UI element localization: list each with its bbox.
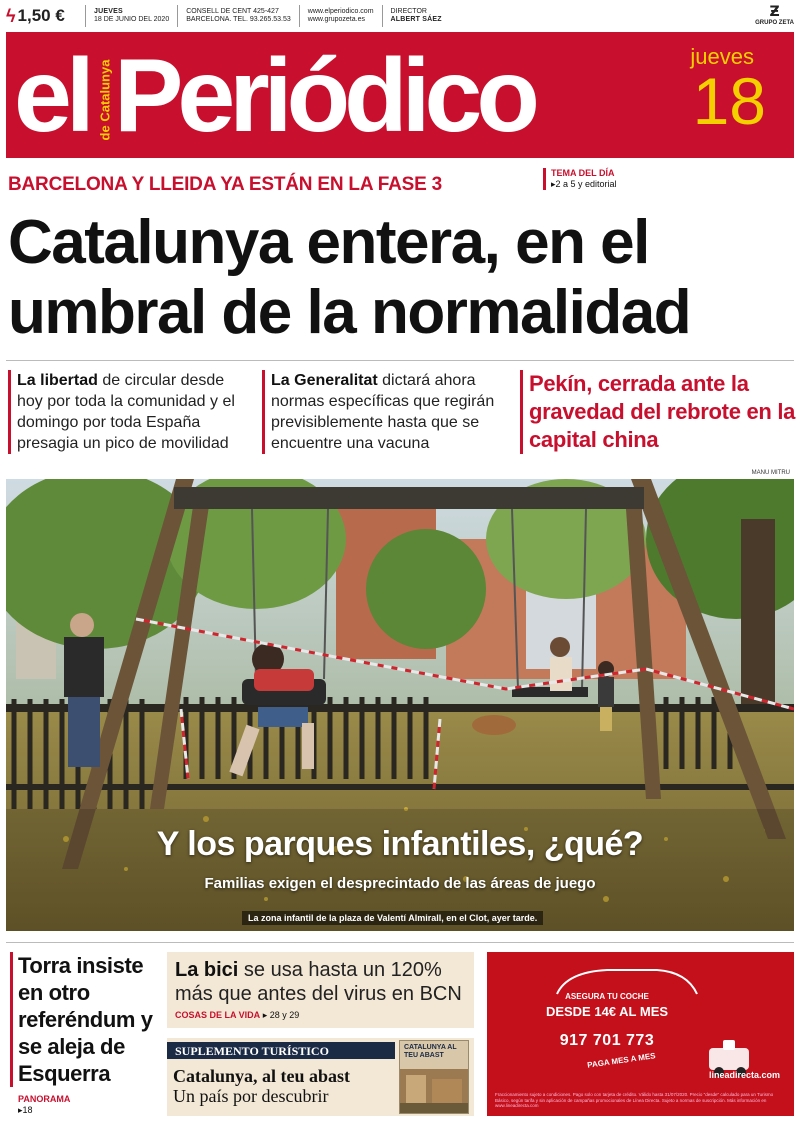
supplement-cover-title: CATALUNYA AL TEU ABAST xyxy=(404,1044,457,1059)
tema-label: TEMA DEL DÍA xyxy=(551,168,615,178)
supplement-label: SUPLEMENTO TURÍSTICO xyxy=(167,1042,395,1059)
torra-section: PANORAMA xyxy=(18,1094,71,1104)
torra-page[interactable]: ▸18 xyxy=(18,1105,33,1115)
bici-lead: La bici xyxy=(175,959,239,981)
masthead-name: Periódico xyxy=(114,38,534,154)
column-3-headline[interactable]: Pekín, cerrada ante la gravedad del rebrote en la capital china xyxy=(520,370,796,454)
tema-pages[interactable]: ▸2 a 5 y editorial xyxy=(551,179,617,189)
ad-phone[interactable]: 917 701 773 xyxy=(559,1032,655,1049)
price: 1,50 € xyxy=(17,6,65,25)
address-line-2: BARCELONA. TEL. 93.265.53.53 xyxy=(186,16,291,23)
column-2-lead: La Generalitat xyxy=(271,372,378,389)
supplement-title: Catalunya, al teu abast xyxy=(173,1066,351,1086)
masthead-day-number: 18 xyxy=(692,64,766,138)
web-link-1[interactable]: www.elperiodico.com xyxy=(307,8,374,15)
day-label: JUEVES xyxy=(94,8,123,15)
address-line-1: CONSELL DE CENT 425-427 xyxy=(186,8,279,15)
photo-subtitle: Familias exigen el desprecintado de las áreas de juego xyxy=(204,875,596,892)
address-info xyxy=(178,5,300,27)
photo-title[interactable]: Y los parques infantiles, ¿qué? xyxy=(156,825,644,863)
photo-caption: La zona infantil de la plaza de Valentí Almirall, en el Clot, ayer tarde. xyxy=(242,911,543,925)
ad-line-1: ASEGURA TU COCHE xyxy=(565,992,649,1001)
supplement-cover-thumbnail[interactable] xyxy=(399,1040,469,1114)
ad-fine-print: Fraccionamiento sujeto a condiciones. Pago solo con tarjeta de crédito. Válido hasta 31/07/2020. Precio "desde" calculado para un Turismo Básico, según tarifa y sin aplicación de campañas promocionales de Línea Directa. Sujeto a normas de suscripción. Más información en www.lineadirecta.com xyxy=(495,1092,774,1108)
bici-section: COSAS DE LA VIDA xyxy=(175,1010,261,1020)
column-1[interactable] xyxy=(8,370,254,454)
torra-meta xyxy=(18,1094,70,1116)
column-1-lead: La libertad xyxy=(17,372,98,389)
divider xyxy=(6,942,794,943)
zeta-icon: Ƶ xyxy=(769,4,780,20)
director-info xyxy=(383,5,450,27)
director-name: ALBERT SÁEZ xyxy=(390,16,442,23)
bici-pages[interactable]: ▸ 28 y 29 xyxy=(262,1010,300,1020)
masthead-weekday: jueves xyxy=(690,44,754,69)
column-2[interactable] xyxy=(262,370,506,454)
masthead-edition: de Catalunya xyxy=(97,59,113,141)
price-box xyxy=(6,5,86,27)
lead-kicker: BARCELONA Y LLEIDA YA ESTÁN EN LA FASE 3 xyxy=(8,174,443,195)
director-label: DIRECTOR xyxy=(390,8,427,15)
ad-stamp: PAGA MES A MES xyxy=(586,1051,657,1070)
supplement-teaser[interactable] xyxy=(167,1038,474,1116)
lightning-icon: ϟ xyxy=(6,6,16,26)
divider xyxy=(6,360,794,361)
tema-del-dia xyxy=(543,168,617,190)
ad-brand[interactable]: lineadirecta.com xyxy=(708,1070,780,1080)
ad-line-2: DESDE 14€ AL MES xyxy=(545,1004,669,1019)
web-link-2[interactable]: www.grupozeta.es xyxy=(307,16,365,23)
main-headline[interactable]: Catalunya entera, en el umbral de la normalidad xyxy=(8,208,691,347)
torra-headline[interactable]: Torra insiste en otro referéndum y se aleja de Esquerra xyxy=(10,952,160,1087)
bici-text xyxy=(175,958,466,1006)
advertisement[interactable] xyxy=(487,952,794,1116)
supplement-subtitle: Un país por descubrir xyxy=(173,1086,329,1106)
date: 18 DE JUNIO DEL 2020 xyxy=(94,16,170,23)
lead-photo[interactable] xyxy=(6,479,794,931)
column-2-text: dictará ahora normas específicas que regirán previsiblemente hasta que se encuentre una vacuna xyxy=(271,372,495,452)
photo-credit: MANU MITRU xyxy=(751,470,790,476)
grupo-zeta-logo xyxy=(755,5,794,27)
date-info xyxy=(86,5,178,27)
column-1-text: de circular desde hoy por toda la comunidad y el domingo por toda España presagia un pico de movilidad xyxy=(17,372,235,452)
bici-meta xyxy=(175,1010,466,1021)
web-info xyxy=(300,5,383,27)
masthead-el: el xyxy=(14,38,89,154)
bici-rest: se usa hasta un 120% más que antes del virus en BCN xyxy=(175,959,462,1005)
bici-teaser[interactable] xyxy=(167,952,474,1028)
masthead xyxy=(6,32,794,158)
top-strip xyxy=(6,4,794,28)
group-name: GRUPO ZETA xyxy=(755,20,794,26)
